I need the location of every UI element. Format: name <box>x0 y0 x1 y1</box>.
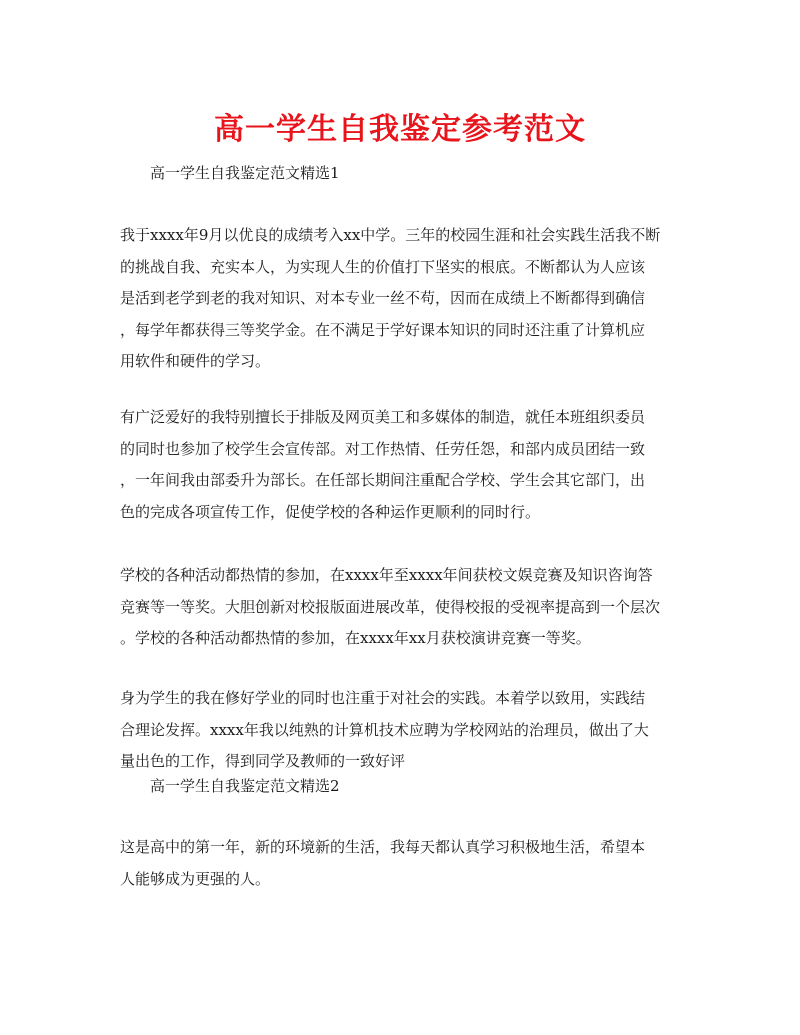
paragraph-line: ，一年间我由部委升为部长。在任部长期间注重配合学校、学生会其它部门，出 <box>120 471 646 489</box>
paragraph-line: 这是高中的第一年，新的环境新的生活，我每天都认真学习积极地生活，希望本 <box>120 838 646 856</box>
paragraph-line: 量出色的工作，得到同学及教师的一致好评 <box>120 752 406 770</box>
section-heading-1: 高一学生自我鉴定范文精选1 <box>150 164 340 182</box>
paragraph-line: 我于xxxx年9月以优良的成绩考入xx中学。三年的校园生涯和社会实践生活我不断 <box>120 226 661 244</box>
paragraph-line: 身为学生的我在修好学业的同时也注重于对社会的实践。本着学以致用，实践结 <box>120 689 646 707</box>
paragraph-line: 的挑战自我、充实本人，为实现人生的价值打下坚实的根底。不断都认为人应该 <box>120 257 646 276</box>
paragraph-line: 合理论发挥。xxxx年我以纯熟的计算机技术应聘为学校网站的治理员，做出了大 <box>120 720 649 739</box>
paragraph-2 <box>120 402 685 528</box>
paragraph-line: 人能够成为更强的人。 <box>120 869 271 888</box>
paragraph-line: 用软件和硬件的学习。 <box>120 352 271 370</box>
section-heading-2: 高一学生自我鉴定范文精选2 <box>150 777 340 795</box>
paragraph-line: 的同时也参加了校学生会宣传部。对工作热情、任劳任怨，和部内成员团结一致 <box>120 439 646 458</box>
paragraph-line: 。学校的各种活动都热情的参加，在xxxx年xx月获校演讲竞赛一等奖。 <box>120 629 591 647</box>
paragraph-line: ，每学年都获得三等奖学金。在不满足于学好课本知识的同时还注重了计算机应 <box>120 320 646 339</box>
paragraph-line: 色的完成各项宣传工作，促使学校的各种运作更顺利的同时行。 <box>120 502 541 521</box>
document-title: 高一学生自我鉴定参考范文 <box>214 112 586 147</box>
paragraph-5 <box>120 832 685 895</box>
paragraph-4 <box>120 683 685 778</box>
paragraph-3 <box>120 560 685 655</box>
paragraph-line: 是活到老学到老的我对知识、对本专业一丝不苟，因而在成绩上不断都得到确信 <box>120 289 646 307</box>
paragraph-line: 学校的各种活动都热情的参加，在xxxx年至xxxx年间获校文娱竞赛及知识咨询答 <box>120 566 653 584</box>
paragraph-line: 竞赛等一等奖。大胆创新对校报版面进展改革，使得校报的受视率提高到一个层次 <box>120 597 661 616</box>
paragraph-line: 有广泛爱好的我特别擅长于排版及网页美工和多媒体的制造，就任本班组织委员 <box>120 408 646 426</box>
paragraph-1 <box>120 220 685 378</box>
